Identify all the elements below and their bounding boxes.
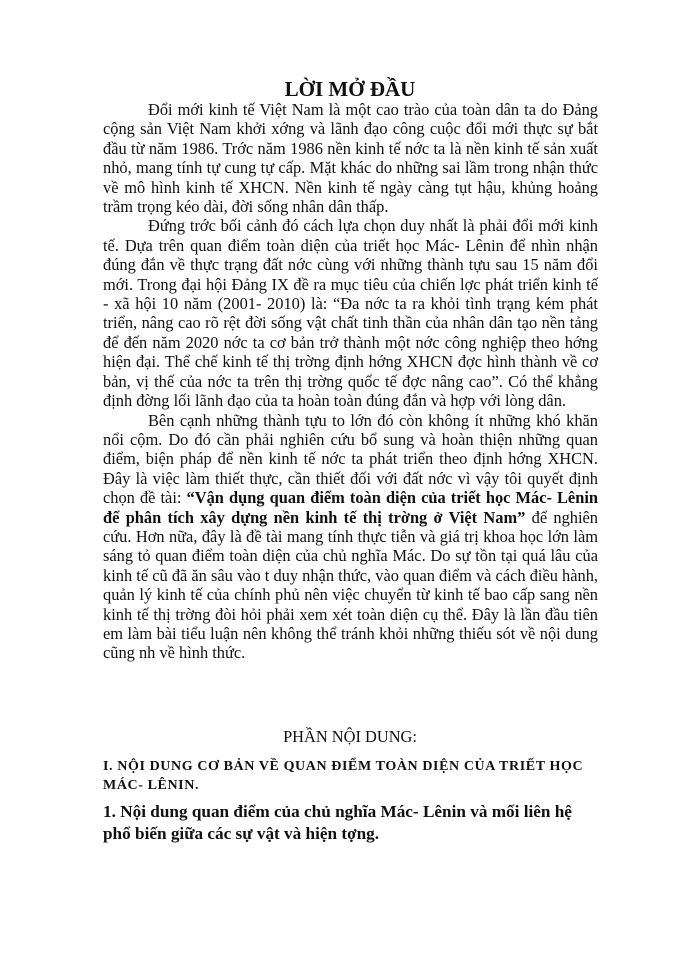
heading-level-2: 1. Nội dung quan điểm của chủ nghĩa Mác- Lênin và mối liên hệ phổ biến giữa các sự vật và hiện tợng. — [103, 802, 572, 843]
paragraph-3 — [103, 411, 598, 663]
paragraph-3-text-start: Bên cạnh những thành tựu to lớn đó còn không ít những khó khăn nổi cộm. Do đó cần phải nghiên cứu bổ sung và hoàn thiện những quan điểm, biện pháp để nền kinh tế nớc ta phát triển theo định hớng XHCN. Đây là việc làm thiết thực, cần thiết đối với đất nớc vì vậy tôi quyết định chọn đề tài: — [103, 410, 598, 508]
introduction-body — [103, 100, 598, 663]
heading-level-1: I. NỘI DUNG CƠ BẢN VỀ QUAN ĐIỂM TOÀN DIỆN CỦA TRIẾT HỌC MÁC- LÊNIN. — [103, 759, 584, 793]
document-title: LỜI MỞ ĐẦU — [284, 77, 416, 101]
paragraph-3-text-end: để nghiên cứu. Hơn nữa, đây là đề tài mang tính thực tiễn và giá trị khoa học lớn làm sáng tỏ quan điểm toàn diện của chủ nghĩa Mác. Do sự tồn tại quá lâu của kinh tế cũ đã ăn sâu vào t duy nhận thức, vào quan điểm và cách điều hành, quản lý kinh tế của chính phủ nên việc chuyển từ kinh tế bao cấp sang nền kinh tế thị trờng đòi hỏi phải xem xét toàn diện cụ thể. Đây là lần đầu tiên em làm bài tiểu luận nên không thể tránh khỏi những thiếu sót về nội dung cũng nh về hình thức. — [103, 507, 599, 663]
section-title: PHẦN NỘI DUNG: — [283, 727, 417, 746]
thesis-topic-title: “Vận dụng quan điểm toàn diện của triết học Mác- Lênin để phân tích xây dựng nền kinh tế thị trờng ở Việt Nam” — [103, 488, 598, 527]
paragraph-2: Đứng trớc bối cảnh đó cách lựa chọn duy nhất là phải đổi mới kinh tế. Dựa trên quan điểm toàn diện của triết học Mác- Lênin để nhìn nhận đúng đắn về thực trạng đất nớc cùng với những thành tựu sau 15 năm đổi mới. Trong đại hội Đảng IX đề ra mục tiêu của chiến lợc phát triển kinh tế - xã hội 10 năm (2001- 2010) là: “Đa nớc ta ra khỏi tình trạng kém phát triển, nâng cao rõ rệt đời sống vật chất tinh thần của nhân dân tạo nền tảng để đến năm 2020 nớc ta cơ bản trở thành một nớc công nghiệp theo hớng hiện đại. Thể chế kinh tế thị trờng định hớng XHCN đợc hình thành về cơ bản, vị thế của nớc ta trên thị trờng quốc tế đợc nâng cao”. Có thể khẳng định đờng lối lãnh đạo của ta hoàn toàn đúng đắn và hợp với lòng dân. — [103, 216, 598, 411]
paragraph-1: Đổi mới kinh tế Việt Nam là một cao trào của toàn dân ta do Đảng cộng sản Việt Nam khởi xớng và lãnh đạo công cuộc đổi mới thực sự bắt đầu từ năm 1986. Trớc năm 1986 nền kinh tế nớc ta là nền kinh tế sản xuất nhỏ, mang tính tự cung tự cấp. Mặt khác do những sai lầm trong nhận thức về mô hình kinh tế XHCN. Nền kinh tế ngày càng tụt hậu, khủng hoảng trầm trọng kéo dài, đời sống nhân dân thấp. — [103, 100, 598, 217]
